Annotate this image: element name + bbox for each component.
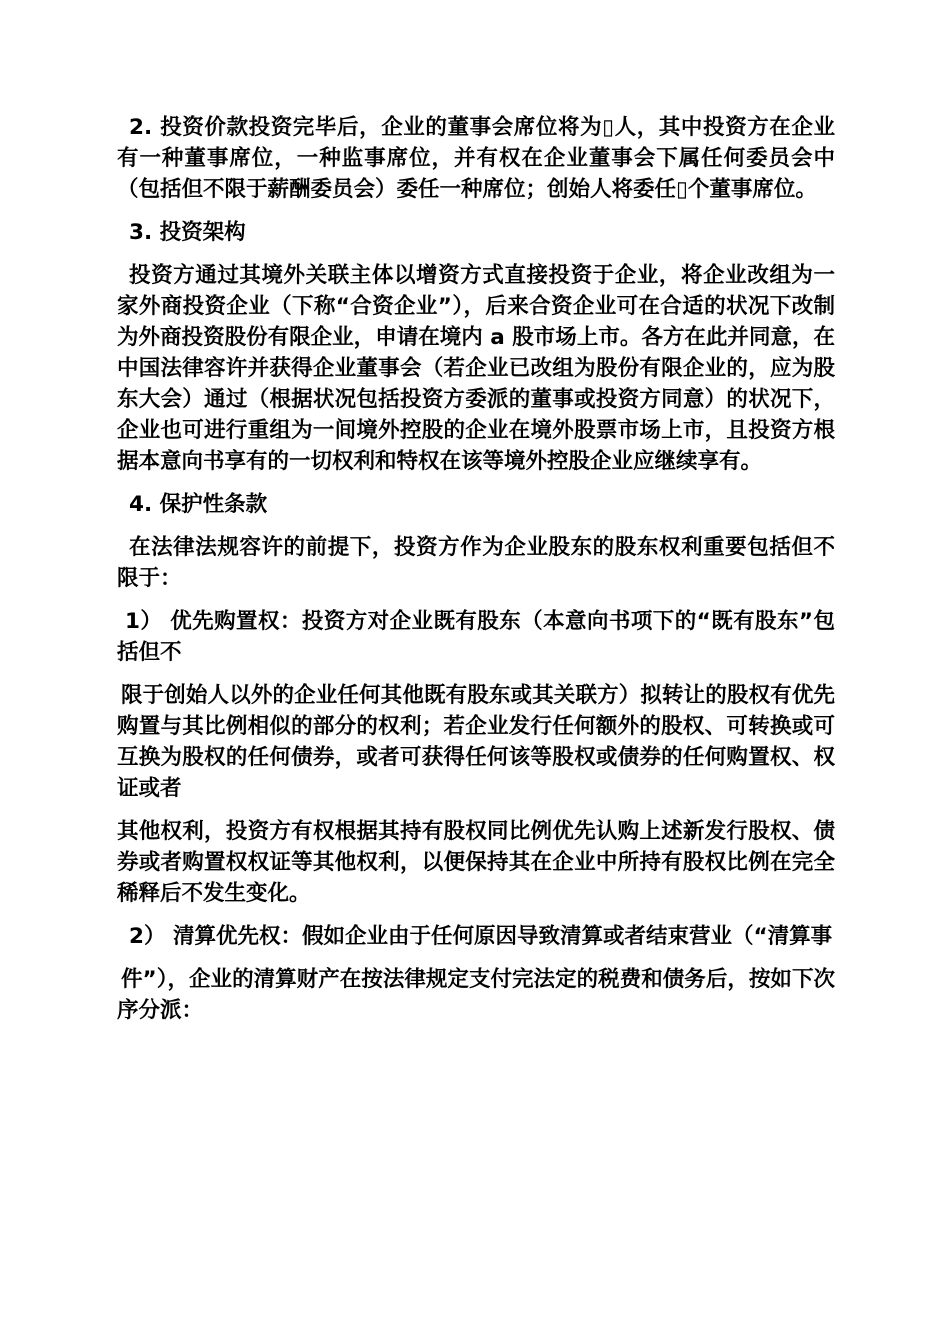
paragraph-investment-structure: 投资方通过其境外关联主体以增资方式直接投资于企业，将企业改组为一家外商投资企业（下称“合资企业”），后来合资企业可在合适的状况下改制为外商投资股份有限企业，申请在境内 a 股市场上市。各方在此并同意，在中国法律容许并获得企业董事会（若企业已改组为股份有限企业的，应为股东大会）通过（根据状况包括投资方委派的董事或投资方同意）的状况下，企业也可进行重组为一间境外控股的企业在境外股票市场上市，且投资方根据本意向书享有的一切权利和特权在该等境外控股企业应继续享有。 bbox=[117, 263, 835, 474]
paragraph-liquidation-preference-continued: 件”），企业的清算财产在按法律规定支付完法定的税费和债务后，按如下次序分派： bbox=[117, 967, 835, 1023]
paragraph-liquidation-preference-start: 2） 清算优先权：假如企业由于任何原因导致清算或者结束营业（“清算事 bbox=[129, 924, 833, 949]
paragraph-preemptive-right-end: 其他权利，投资方有权根据其持有股权同比例优先认购上述新发行股权、债券或者购置权权证等其他权利，以便保持其在企业中所持有股权比例在完全稀释后不发生变化。 bbox=[117, 819, 835, 906]
heading-protective-provisions: 4. 保护性条款 bbox=[129, 492, 268, 517]
paragraph-board-seats: 2. 投资价款投资完毕后，企业的董事会席位将为▯人，其中投资方在企业有一种董事席位，一种监事席位，并有权在企业董事会下属任何委员会中（包括但不限于薪酬委员会）委任一种席位；创始人将委任▯个董事席位。 bbox=[117, 115, 835, 202]
paragraph-preemptive-right-continued: 限于创始人以外的企业任何其他既有股东或其关联方）拟转让的股权有优先购置与其比例相似的部分的权利；若企业发行任何额外的股权、可转换或可互换为股权的任何债券，或者可获得任何该等股权或债券的任何购置权、权证或者 bbox=[117, 683, 835, 801]
document-body bbox=[117, 112, 835, 1038]
heading-investment-structure: 3. 投资架构 bbox=[129, 220, 246, 245]
paragraph-shareholder-rights-intro: 在法律法规容许的前提下，投资方作为企业股东的股东权利重要包括但不限于： bbox=[117, 535, 835, 591]
paragraph-preemptive-right-start: 1） 优先购置权：投资方对企业既有股东（本意向书项下的“既有股东”包括但不 bbox=[117, 609, 835, 665]
